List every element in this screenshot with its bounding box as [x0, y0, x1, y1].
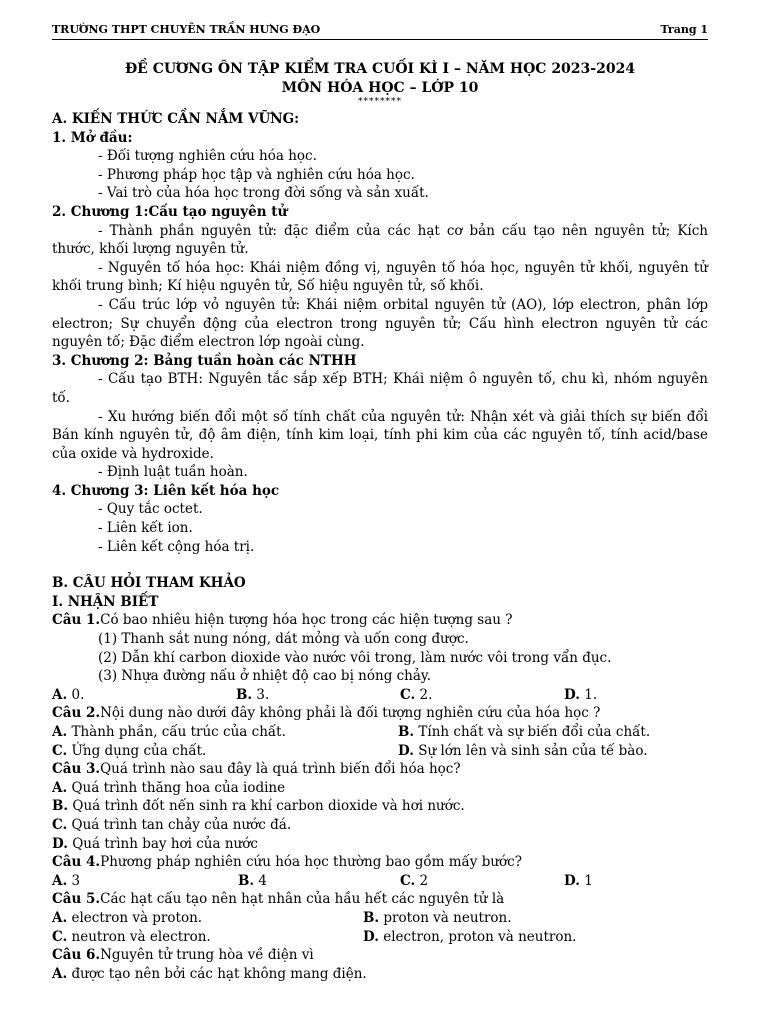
list-item: - Phương pháp học tập và nghiên cứu hóa học.	[98, 166, 415, 183]
option-a: A. được tạo nên bởi các hạt không mang điện.	[52, 965, 367, 982]
question-4	[52, 853, 708, 872]
title-block	[52, 60, 708, 107]
question-text: Nguyên tử trung hòa về điện vì	[100, 947, 314, 964]
option-c: C. neutron và electron.	[52, 928, 211, 945]
document-title: ĐỀ CƯƠNG ÔN TẬP KIỂM TRA CUỐI KÌ I – NĂM HỌC 2023-2024	[124, 61, 636, 77]
title-divider: ********	[358, 97, 402, 107]
question-3	[52, 760, 708, 779]
list-item: - Liên kết cộng hóa trị.	[98, 538, 255, 555]
option-c: C. Quá trình tan chảy của nước đá.	[52, 816, 292, 833]
question-label: Câu 5.	[52, 891, 101, 908]
option-a: A. 0.	[52, 686, 85, 703]
question-label: Câu 3.	[52, 761, 101, 778]
option-a: A. electron và proton.	[52, 909, 203, 926]
section-4-heading: 4. Chương 3: Liên kết hóa học	[52, 482, 280, 499]
question-text: Có bao nhiêu hiện tượng hóa học trong các hiện tượng sau ?	[100, 612, 513, 629]
option-d: D. Sự lớn lên và sinh sản của tế bào.	[398, 742, 648, 759]
list-item: - Đối tượng nghiên cứu hóa học.	[98, 148, 317, 165]
question-label: Câu 6.	[52, 947, 101, 964]
question-text: Phương pháp nghiên cứu hóa học thường bao gồm mấy bước?	[100, 854, 522, 871]
list-item: - Quy tắc octet.	[98, 501, 203, 518]
question-label: Câu 2.	[52, 705, 101, 722]
options-row	[52, 928, 708, 947]
spacer	[52, 556, 708, 574]
paragraph: - Xu hướng biến đổi một số tính chất của nguyên tử: Nhận xét và giải thích sự biến đổi Bán kính nguyên tử, độ âm điện, tính kim loại, tính phi kim của các nguyên tố, tính acid/base của oxide và hydroxide.	[52, 408, 708, 462]
option-b: B. Quá trình đốt nến sinh ra khí carbon dioxide và hơi nước.	[52, 798, 465, 815]
option-d: D. electron, proton và neutron.	[363, 928, 577, 945]
options-row	[52, 723, 708, 742]
question-5	[52, 890, 708, 909]
option-c: C. Ứng dụng của chất.	[52, 742, 207, 759]
section-b-heading: B. CÂU HỎI THAM KHẢO	[52, 575, 246, 592]
question-1	[52, 611, 708, 630]
school-name: TRƯỜNG THPT CHUYÊN TRẦN HƯNG ĐẠO	[52, 23, 321, 36]
option-a: A. Quá trình thăng hoa của iodine	[52, 779, 286, 796]
statement-line: (2) Dẫn khí carbon dioxide vào nước vôi trong, làm nước vôi trong vẩn đục.	[98, 649, 612, 666]
option-b: B. 4	[238, 872, 268, 889]
options-row	[52, 686, 708, 705]
list-item: - Định luật tuần hoàn.	[98, 464, 248, 481]
section-2-heading: 2. Chương 1:Cấu tạo nguyên tử	[52, 203, 288, 220]
question-label: Câu 1.	[52, 612, 101, 629]
list-item: - Liên kết ion.	[98, 520, 193, 537]
options-row	[52, 742, 708, 761]
question-text: Nội dung nào dưới đây không phải là đối tượng nghiên cứu của hóa học ?	[100, 705, 601, 722]
document-page	[52, 20, 708, 983]
option-a: A. 3	[52, 872, 81, 889]
page-number: Trang 1	[660, 23, 708, 36]
option-d: D. 1	[564, 872, 593, 889]
paragraph: - Cấu trúc lớp vỏ nguyên tử: Khái niệm orbital nguyên tử (AO), lớp electron, phân lớp electron; Sự chuyển động của electron trong nguyên tử; Cấu hình electron nguyên tử các nguyên tố; Đặc điểm electron lớp ngoài cùng.	[52, 296, 708, 351]
option-d: D. Quá trình bay hơi của nước	[52, 835, 258, 852]
option-c: C. 2	[400, 872, 429, 889]
section-1-heading: 1. Mở đầu:	[52, 129, 133, 146]
option-d: D. 1.	[564, 686, 598, 703]
document-body	[52, 110, 708, 983]
option-b: B. proton và neutron.	[363, 909, 512, 926]
paragraph: - Cấu tạo BTH: Nguyên tắc sắp xếp BTH; Khái niệm ô nguyên tố, chu kì, nhóm nguyên tố.	[52, 371, 708, 406]
statement-line: (3) Nhựa đường nấu ở nhiệt độ cao bị nóng chảy.	[98, 668, 432, 685]
question-text: Quá trình nào sau đây là quá trình biến đổi hóa học?	[100, 761, 461, 778]
question-2	[52, 704, 708, 723]
list-item: - Vai trò của hóa học trong đời sống và sản xuất.	[98, 185, 429, 202]
question-label: Câu 4.	[52, 854, 101, 871]
subsection-heading: I. NHẬN BIẾT	[52, 593, 159, 610]
options-row	[52, 909, 708, 928]
paragraph: - Thành phần nguyên tử: đặc điểm của các hạt cơ bản cấu tạo nên nguyên tử; Kích thước, khối lượng nguyên tử.	[52, 222, 708, 258]
section-3-heading: 3. Chương 2: Bảng tuần hoàn các NTHH	[52, 352, 357, 369]
options-row	[52, 872, 708, 891]
question-text: Các hạt cấu tạo nên hạt nhân của hầu hết các nguyên tử là	[100, 891, 505, 908]
section-a-heading: A. KIẾN THỨC CẦN NẮM VỮNG:	[52, 111, 300, 127]
statement-line: (1) Thanh sắt nung nóng, dát mỏng và uốn cong được.	[98, 631, 469, 648]
option-b: B. 3.	[236, 686, 270, 703]
option-a: A. Thành phần, cấu trúc của chất.	[52, 724, 286, 740]
paragraph: - Nguyên tố hóa học: Khái niệm đồng vị, nguyên tố hóa học, nguyên tử khối, nguyên tử khối trung bình; Kí hiệu nguyên tử, Số hiệu nguyên tử, số khối.	[52, 259, 708, 295]
question-6	[52, 946, 708, 965]
option-c: C. 2.	[400, 686, 433, 703]
option-b: B. Tính chất và sự biến đổi của chất.	[398, 724, 651, 740]
page-header	[52, 20, 708, 40]
subject-title: MÔN HÓA HỌC – LỚP 10	[281, 80, 479, 96]
